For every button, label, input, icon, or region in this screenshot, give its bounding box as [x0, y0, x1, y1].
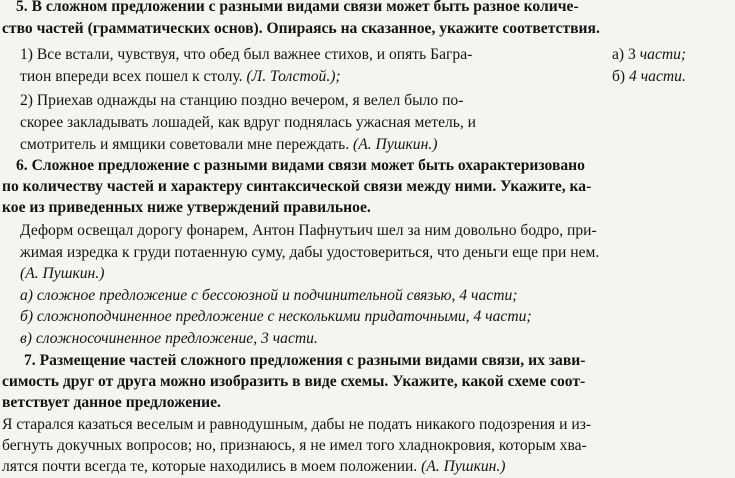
- q5-option-b-letter: б): [612, 68, 626, 85]
- q5-option-b: [612, 66, 686, 88]
- q5-option-b-word: 4 части.: [629, 68, 686, 85]
- q7-text-line-3-text: лятся почти всегда те, которые находились в моем положении.: [2, 458, 418, 475]
- q6-text-line-1: Деформ освещал дорогу фонарем, Антон Пафнутьич шел за ним довольно бодро, при-: [20, 222, 597, 239]
- q7-heading-line-2: симость друг от друга можно изобразить в виде схемы. Укажите, какой схеме соот-: [2, 373, 586, 390]
- q7-text-line-3: [2, 456, 505, 478]
- q5-sentence-2-line-1: 2) Приехав однажды на станцию поздно вечером, я велел было по-: [20, 92, 464, 109]
- q6-heading-line-3: кое из приведенных ниже утверждений правильное.: [2, 199, 371, 216]
- q5-sentence-1-author: (Л. Толстой.);: [246, 68, 341, 85]
- q5-sentence-1-line-1: 1) Все встали, чувствуя, что обед был важнее стихов, и опять Багра-: [20, 46, 473, 63]
- q6-option-c: в) сложносочиненное предложение, 3 части.: [20, 330, 318, 347]
- q5-sentence-1-line-2: [20, 66, 341, 88]
- q7-text-line-1: Я старался казаться веселым и равнодушным, дабы не подать никакого подозрения и из-: [2, 416, 592, 433]
- q5-option-a: [612, 44, 686, 66]
- q6-heading-line-2: по количеству частей и характеру синтаксической связи между ними. Укажите, ка-: [2, 178, 592, 195]
- q6-option-b: б) сложноподчиненное предложение с несколькими придаточными, 4 части;: [20, 308, 532, 325]
- q6-text-line-2: жимая изредка к груди потаенную суму, дабы удостовериться, что деньги еще при нем.: [20, 244, 600, 261]
- q7-text-line-2: бегнуть докучных вопросов; но, признаюсь, я не имел того хладнокровия, которым хва-: [2, 437, 587, 454]
- q5-sentence-2-line-3: [20, 134, 437, 156]
- q5-sentence-2-text: смотритель и ямщики советовали мне переждать.: [20, 136, 350, 153]
- q5-heading-line-2: ство частей (грамматических основ). Опираясь на сказанное, укажите соответствия.: [2, 20, 600, 37]
- q5-sentence-2-author: (А. Пушкин.): [353, 136, 438, 153]
- q5-heading-line-1: 5. В сложном предложении с разными видами связи может быть разное количе-: [16, 0, 579, 15]
- q6-option-a: а) сложное предложение с бессоюзной и подчинительной связью, 4 части;: [20, 287, 518, 304]
- q6-author: (А. Пушкин.): [20, 265, 105, 282]
- q7-heading-line-1: 7. Размещение частей сложного предложения с разными видами связи, их зави-: [24, 352, 586, 369]
- q5-sentence-2-line-2: скорее закладывать лошадей, как вдруг поднялась ужасная метель, и: [20, 114, 477, 131]
- q6-heading-line-1: 6. Сложное предложение с разными видами связи может быть охарактеризовано: [16, 157, 585, 174]
- q5-sentence-1-text: тион впереди всех пошел к столу.: [20, 68, 243, 85]
- q7-author: (А. Пушкин.): [421, 458, 506, 475]
- q5-option-a-number: а) 3: [612, 46, 636, 63]
- q5-option-a-word: части;: [639, 46, 687, 63]
- q7-heading-line-3: ветствует данное предложение.: [2, 394, 221, 411]
